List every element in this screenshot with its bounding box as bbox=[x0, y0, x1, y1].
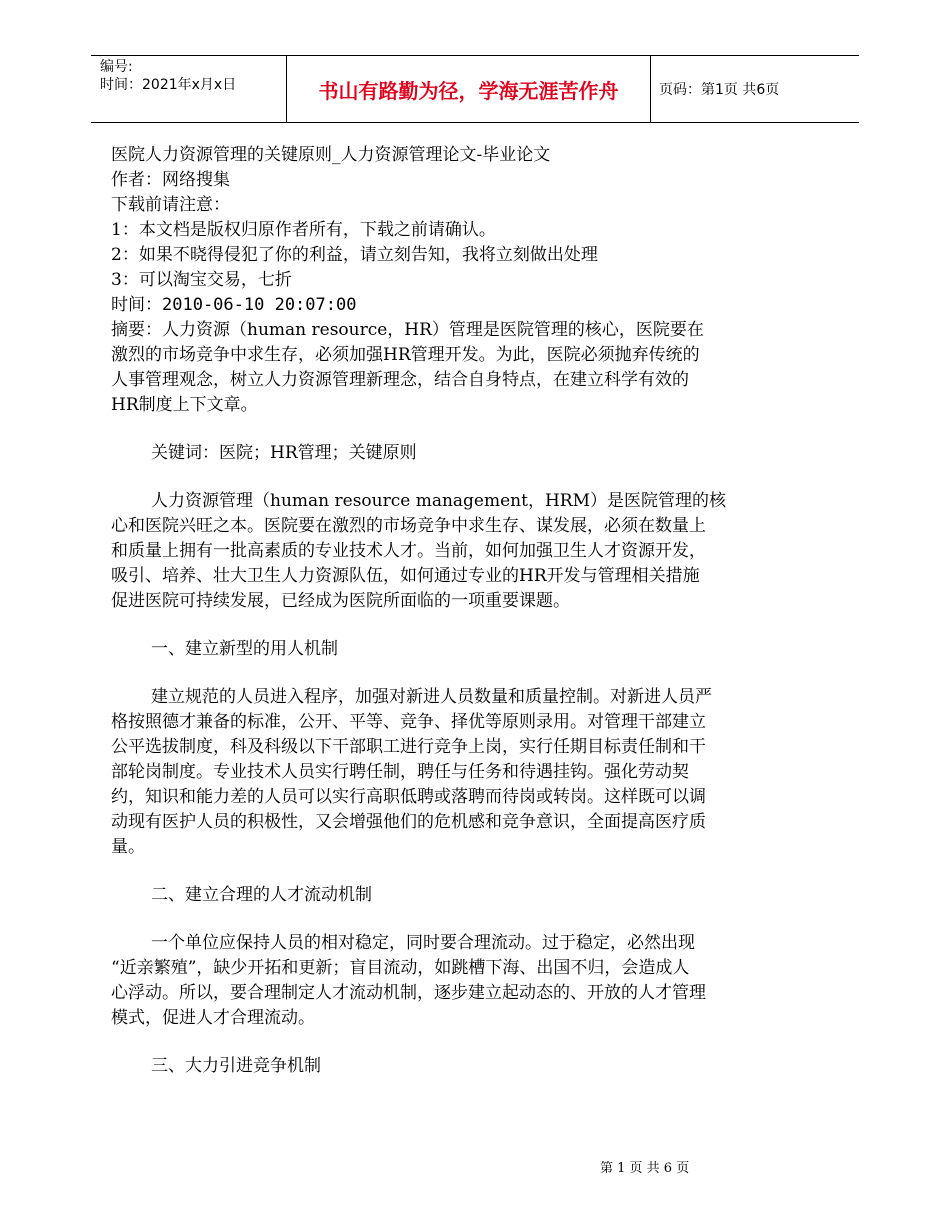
paragraph-line: 量。 bbox=[111, 837, 145, 857]
paragraph-line: 约，知识和能力差的人员可以实行高职低聘或落聘而待岗或转岗。这样既可以调 bbox=[111, 787, 706, 807]
keywords: 关键词：医院；HR管理；关键原则 bbox=[151, 443, 417, 463]
paragraph-line: 模式，促进人才合理流动。 bbox=[111, 1008, 315, 1028]
paragraph-line: 一个单位应保持人员的相对稳定，同时要合理流动。过于稳定，必然出现 bbox=[151, 933, 695, 953]
notice-item-3: 3：可以淘宝交易，七折 bbox=[111, 270, 292, 290]
paragraph-line: 部轮岗制度。专业技术人员实行聘任制，聘任与任务和待遇挂钩。强化劳动契 bbox=[111, 762, 689, 782]
document-body bbox=[111, 143, 771, 1079]
paragraph-line: “近亲繁殖”，缺少开拓和更新；盲目流动，如跳槽下海、出国不归，会造成人 bbox=[111, 958, 690, 978]
paragraph-line: 人力资源管理（human resource management，HRM）是医院管理的核 bbox=[151, 491, 726, 511]
header-motto-cell bbox=[286, 56, 651, 122]
notice-item-1: 1：本文档是版权归原作者所有，下载之前请确认。 bbox=[111, 220, 496, 240]
section-2-paragraph bbox=[111, 931, 771, 1031]
paragraph-line: 格按照德才兼备的标准，公开、平等、竞争、择优等原则录用。对管理干部建立 bbox=[111, 712, 706, 732]
paragraph-line: 促进医院可持续发展，已经成为医院所面临的一项重要课题。 bbox=[111, 591, 570, 611]
page-footer: 第 1 页 共 6 页 bbox=[600, 1161, 690, 1176]
abstract-line: 人事管理观念，树立人力资源管理新理念，结合自身特点，在建立科学有效的 bbox=[111, 370, 689, 390]
document-time: 时间：2010-06-10 20:07:00 bbox=[111, 295, 357, 315]
notice-heading: 下载前请注意： bbox=[111, 195, 230, 215]
section-2-heading: 二、建立合理的人才流动机制 bbox=[151, 885, 372, 905]
header-page-info: 页码：第1页 共6页 bbox=[659, 82, 780, 98]
section-1-heading: 一、建立新型的用人机制 bbox=[151, 639, 338, 659]
section-1-paragraph bbox=[111, 685, 771, 860]
document-title: 医院人力资源管理的关键原则_人力资源管理论文-毕业论文 bbox=[111, 145, 551, 165]
header-motto: 书山有路勤为径，学海无涯苦作舟 bbox=[318, 78, 619, 103]
paragraph-line: 心浮动。所以，要合理制定人才流动机制，逐步建立起动态的、开放的人才管理 bbox=[111, 983, 706, 1003]
document-author: 作者：网络搜集 bbox=[111, 170, 230, 190]
paragraph-line: 吸引、培养、壮大卫生人力资源队伍，如何通过专业的HR开发与管理相关措施 bbox=[111, 566, 700, 586]
paragraph-line: 动现有医护人员的积极性，又会增强他们的危机感和竞争意识，全面提高医疗质 bbox=[111, 812, 706, 832]
section-3-heading: 三、大力引进竞争机制 bbox=[151, 1056, 321, 1076]
paragraph-line: 公平选拔制度，科及科级以下干部职工进行竞争上岗，实行任期目标责任制和干 bbox=[111, 737, 706, 757]
abstract bbox=[111, 318, 771, 418]
paragraph-line: 心和医院兴旺之本。医院要在激烈的市场竞争中求生存、谋发展，必须在数量上 bbox=[111, 516, 706, 536]
document-time-label: 时间：2021年x月x日 bbox=[100, 77, 237, 93]
abstract-line: 激烈的市场竞争中求生存，必须加强HR管理开发。为此，医院必须抛弃传统的 bbox=[111, 345, 700, 365]
abstract-line: 摘要：人力资源（human resource，HR）管理是医院管理的核心，医院要在 bbox=[111, 320, 704, 340]
notice-item-2: 2：如果不晓得侵犯了你的利益，请立刻告知，我将立刻做出处理 bbox=[111, 245, 598, 265]
intro-paragraph bbox=[111, 489, 771, 614]
header-page-info-cell bbox=[650, 56, 859, 122]
document-number-label: 编号: bbox=[100, 59, 133, 75]
page-header bbox=[91, 55, 859, 123]
paragraph-line: 建立规范的人员进入程序，加强对新进人员数量和质量控制。对新进人员严 bbox=[151, 687, 712, 707]
paragraph-line: 和质量上拥有一批高素质的专业技术人才。当前，如何加强卫生人才资源开发， bbox=[111, 541, 706, 561]
header-meta bbox=[91, 56, 286, 122]
abstract-line: HR制度上下文章。 bbox=[111, 395, 258, 415]
